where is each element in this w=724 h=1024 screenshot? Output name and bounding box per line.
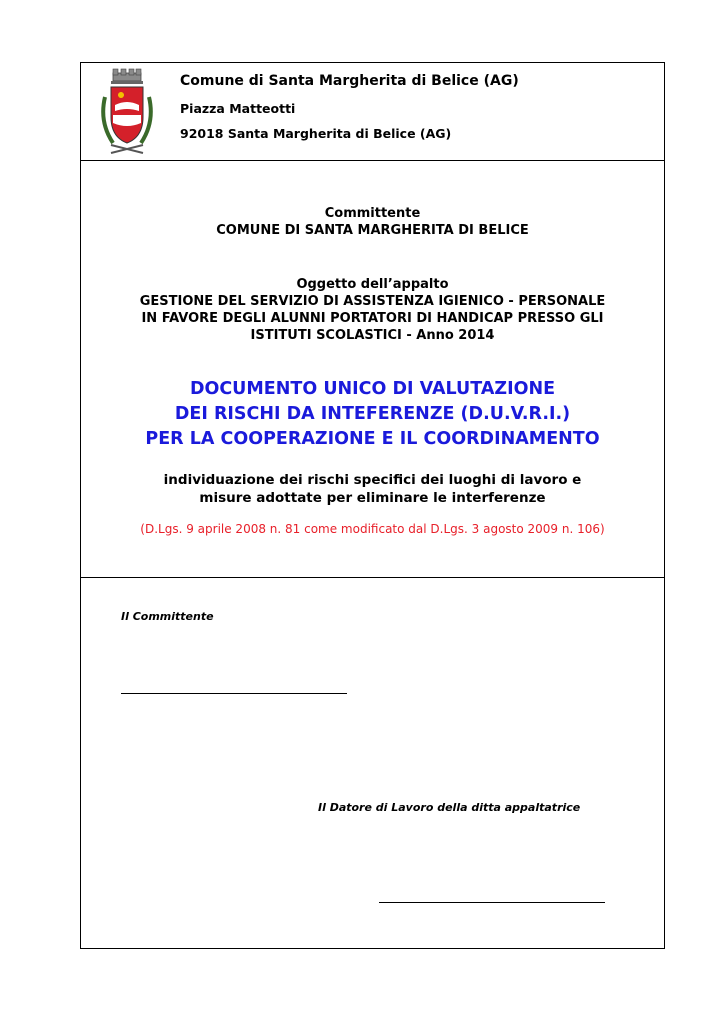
employer-signature-label: Il Datore di Lavoro della ditta appaltatrice bbox=[318, 801, 581, 814]
signature-area bbox=[81, 578, 664, 948]
contract-line-2: IN FAVORE DEGLI ALUNNI PORTATORI DI HANDICAP PRESSO GLI bbox=[141, 311, 604, 326]
document-title-line-2: DEI RISCHI DA INTEFERENZE (D.U.V.R.I.) bbox=[174, 404, 571, 424]
municipal-crest-icon bbox=[93, 67, 161, 157]
contract-line-1: GESTIONE DEL SERVIZIO DI ASSISTENZA IGIENICO - PERSONALE bbox=[139, 294, 606, 309]
document-title-line-1: DOCUMENTO UNICO DI VALUTAZIONE bbox=[189, 379, 556, 399]
org-name: Comune di Santa Margherita di Belice (AG) bbox=[180, 73, 519, 89]
document-title-line-3: PER LA COOPERAZIONE E IL COORDINAMENTO bbox=[145, 429, 600, 449]
client-label: Committente bbox=[324, 206, 421, 221]
client-signature-label: Il Committente bbox=[121, 610, 214, 623]
subtitle-line-2: misure adottate per eliminare le interferenze bbox=[199, 490, 546, 506]
contract-label: Oggetto dell’appalto bbox=[296, 277, 449, 292]
contract-line-3: ISTITUTI SCOLASTICI - Anno 2014 bbox=[250, 328, 495, 343]
client-name: COMUNE DI SANTA MARGHERITA DI BELICE bbox=[216, 223, 529, 238]
address-line-2: 92018 Santa Margherita di Belice (AG) bbox=[180, 126, 452, 141]
letterhead bbox=[81, 63, 664, 161]
legal-reference: (D.Lgs. 9 aprile 2008 n. 81 come modificato dal D.Lgs. 3 agosto 2009 n. 106) bbox=[140, 522, 605, 536]
employer-signature-line bbox=[379, 902, 605, 903]
address-line-1: Piazza Matteotti bbox=[180, 101, 296, 116]
document-frame bbox=[80, 62, 665, 949]
subtitle-line-1: individuazione dei rischi specifici dei luoghi di lavoro e bbox=[163, 472, 582, 488]
client-signature-line bbox=[121, 693, 347, 694]
document-cover bbox=[81, 161, 664, 578]
